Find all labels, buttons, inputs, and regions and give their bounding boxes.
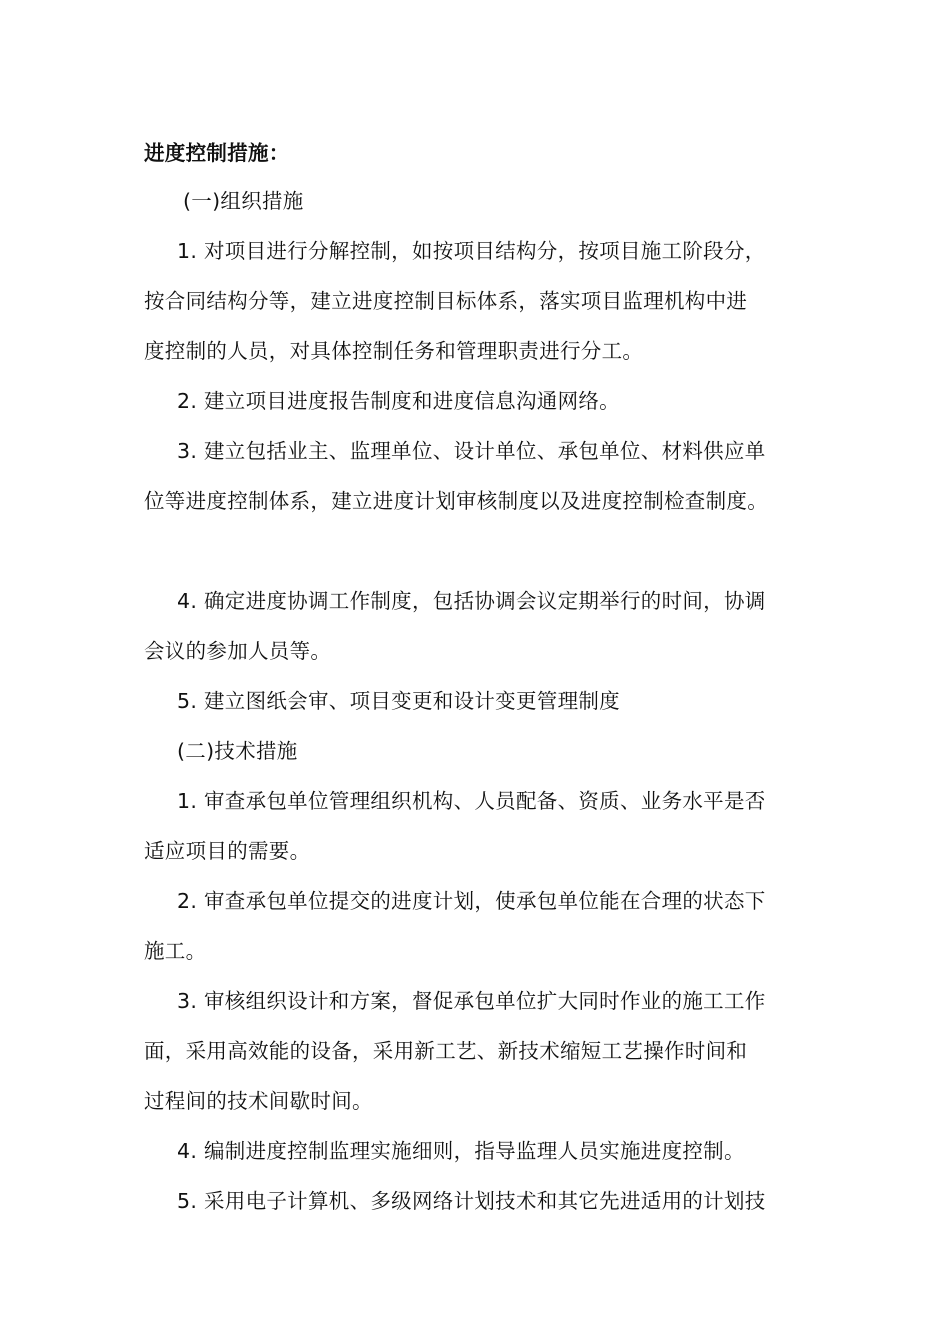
paragraph-line: 2. 审查承包单位提交的进度计划，使承包单位能在合理的状态下 [177, 889, 766, 913]
paragraph-line: 2. 建立项目进度报告制度和进度信息沟通网络。 [177, 389, 620, 413]
paragraph-line: 1. 审查承包单位管理组织机构、人员配备、资质、业务水平是否 [177, 789, 766, 813]
paragraph-line: 5. 建立图纸会审、项目变更和设计变更管理制度 [177, 689, 620, 713]
paragraph-line: 会议的参加人员等。 [144, 639, 332, 663]
document-heading: 进度控制措施： [144, 141, 290, 165]
section-title-organization: (一)组织措施 [183, 189, 304, 213]
section-title-technical: (二)技术措施 [177, 739, 298, 763]
paragraph-line: 1. 对项目进行分解控制，如按项目结构分，按项目施工阶段分， [177, 239, 766, 263]
paragraph-line: 按合同结构分等，建立进度控制目标体系，落实项目监理机构中进 [144, 289, 748, 313]
paragraph-line: 适应项目的需要。 [144, 839, 311, 863]
paragraph-line: 位等进度控制体系，建立进度计划审核制度以及进度控制检查制度。 [144, 489, 768, 513]
paragraph-line: 4. 编制进度控制监理实施细则，指导监理人员实施进度控制。 [177, 1139, 745, 1163]
paragraph-line: 5. 采用电子计算机、多级网络计划技术和其它先进适用的计划技 [177, 1189, 766, 1213]
paragraph-line: 3. 审核组织设计和方案，督促承包单位扩大同时作业的施工工作 [177, 989, 766, 1013]
paragraph-line: 4. 确定进度协调工作制度，包括协调会议定期举行的时间，协调 [177, 589, 766, 613]
paragraph-line: 过程间的技术间歇时间。 [144, 1089, 373, 1113]
paragraph-line: 面，采用高效能的设备，采用新工艺、新技术缩短工艺操作时间和 [144, 1039, 748, 1063]
paragraph-line: 3. 建立包括业主、监理单位、设计单位、承包单位、材料供应单 [177, 439, 766, 463]
paragraph-line: 施工。 [144, 939, 207, 963]
paragraph-line: 度控制的人员，对具体控制任务和管理职责进行分工。 [144, 339, 644, 363]
